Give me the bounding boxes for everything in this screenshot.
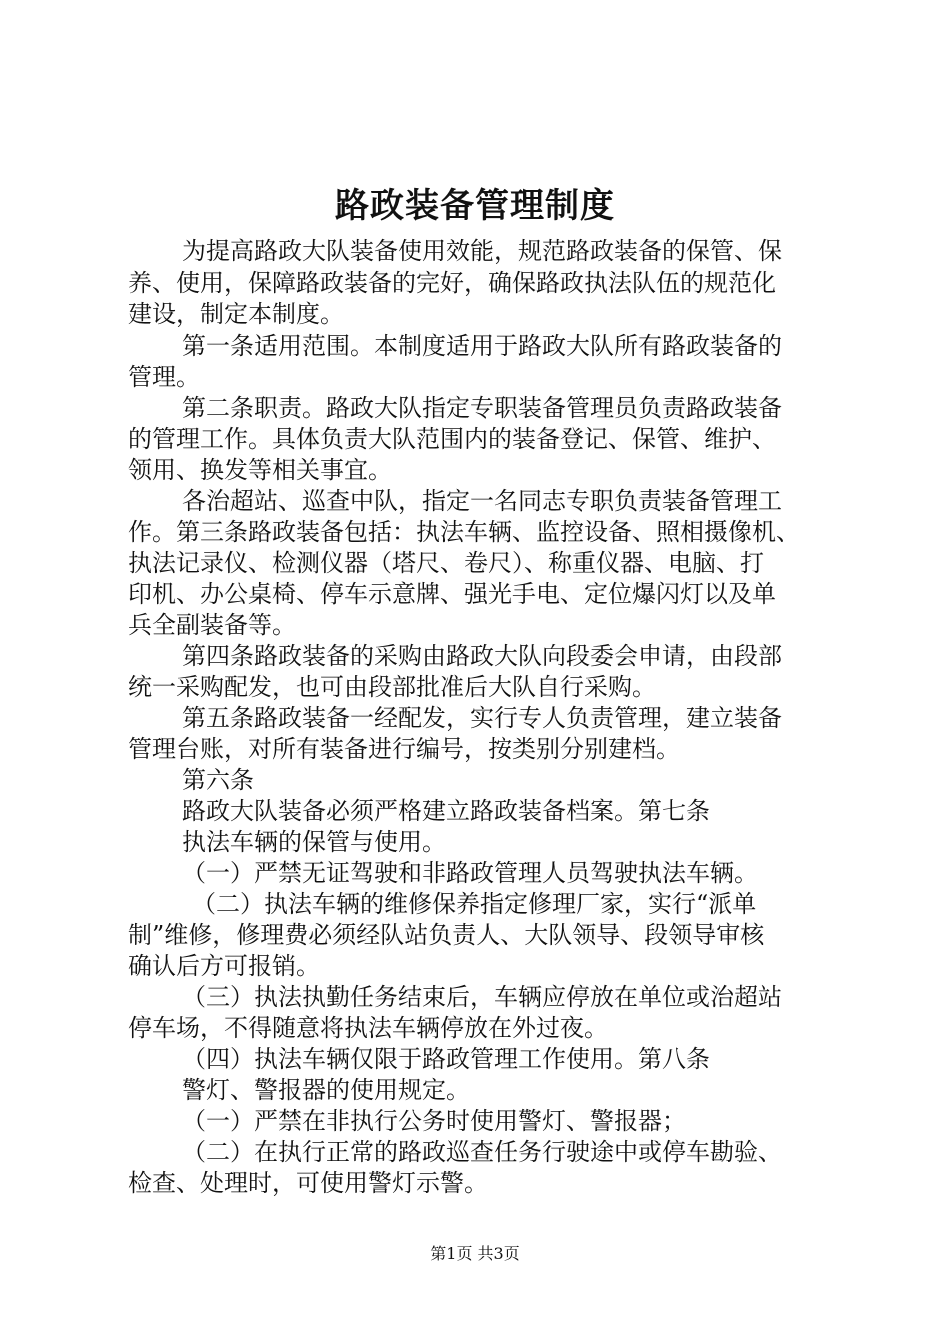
text-line: 的管理工作。具体负责大队范围内的装备登记、保管、维护、 <box>128 425 776 453</box>
text-line: （一）严禁无证驾驶和非路政管理人员驾驶执法车辆。 <box>182 859 758 887</box>
text-line: 制”维修，修理费必须经队站负责人、大队领导、段领导审核 <box>128 921 765 949</box>
text-line: 确认后方可报销。 <box>128 952 320 980</box>
text-line: （二）执法车辆的维修保养指定修理厂家，实行“派单 <box>192 890 757 918</box>
text-line: 印机、办公桌椅、停车示意牌、强光手电、定位爆闪灯以及单 <box>128 580 776 608</box>
text-line: 第六条 <box>182 766 254 794</box>
text-line: 执法车辆的保管与使用。 <box>182 828 446 856</box>
page-number: 第1页 共3页 <box>430 1244 520 1263</box>
text-line: 养、使用，保障路政装备的完好，确保路政执法队伍的规范化 <box>128 269 776 297</box>
text-line: 领用、换发等相关事宜。 <box>128 456 392 484</box>
text-line: （四）执法车辆仅限于路政管理工作使用。第八条 <box>182 1045 710 1073</box>
text-line: 第四条路政装备的采购由路政大队向段委会申请，由段部 <box>182 642 782 670</box>
text-line: 停车场，不得随意将执法车辆停放在外过夜。 <box>128 1014 608 1042</box>
text-line: 执法记录仪、检测仪器（塔尺、卷尺）、称重仪器、电脑、打 <box>128 549 764 577</box>
text-line: 管理台账，对所有装备进行编号，按类别分别建档。 <box>128 735 680 763</box>
text-line: 路政大队装备必须严格建立路政装备档案。第七条 <box>182 797 710 825</box>
text-line: 作。第三条路政装备包括：执法车辆、监控设备、照相摄像机、 <box>128 518 800 546</box>
text-line: 检查、处理时，可使用警灯示警。 <box>128 1169 488 1197</box>
text-line: 第一条适用范围。本制度适用于路政大队所有路政装备的 <box>182 332 782 360</box>
text-line: 第二条职责。路政大队指定专职装备管理员负责路政装备 <box>182 394 782 422</box>
text-line: 建设，制定本制度。 <box>128 300 344 328</box>
text-line: 警灯、警报器的使用规定。 <box>182 1076 470 1104</box>
text-line: 为提高路政大队装备使用效能，规范路政装备的保管、保 <box>182 237 782 265</box>
text-line: （二）在执行正常的路政巡查任务行驶途中或停车勘验、 <box>182 1138 782 1166</box>
text-line: （一）严禁在非执行公务时使用警灯、警报器； <box>182 1107 686 1135</box>
text-line: 兵全副装备等。 <box>128 611 296 639</box>
document-title: 路政装备管理制度 <box>335 186 615 226</box>
text-line: 管理。 <box>128 363 200 391</box>
text-line: 第五条路政装备一经配发，实行专人负责管理，建立装备 <box>182 704 782 732</box>
text-line: 各治超站、巡查中队，指定一名同志专职负责装备管理工 <box>182 487 782 515</box>
text-line: 统一采购配发，也可由段部批准后大队自行采购。 <box>128 673 656 701</box>
text-line: （三）执法执勤任务结束后，车辆应停放在单位或治超站 <box>182 983 782 1011</box>
